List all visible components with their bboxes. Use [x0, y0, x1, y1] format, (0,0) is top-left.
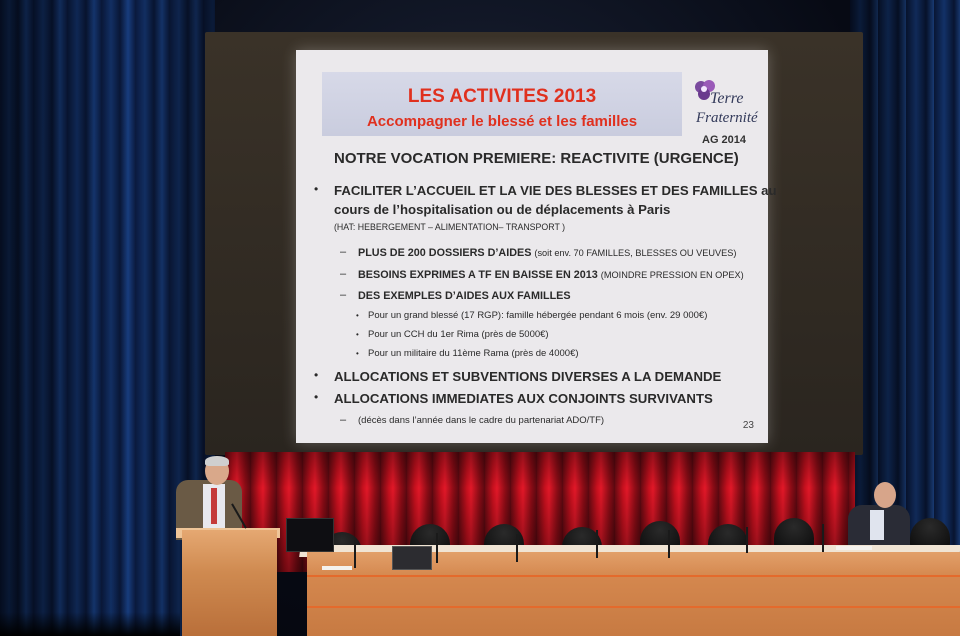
logo-text-fraternite: Fraternité: [696, 110, 758, 126]
podium: [182, 530, 277, 636]
microphone: [668, 530, 670, 558]
sub2: [358, 269, 744, 281]
microphone: [822, 524, 824, 552]
dot-icon: •: [356, 330, 359, 339]
microphone: [746, 527, 748, 553]
bullet2: ALLOCATIONS ET SUBVENTIONS DIVERSES A LA DEMANDE: [334, 369, 722, 384]
speaker-hair: [205, 456, 229, 466]
bullet-icon: •: [314, 390, 319, 404]
blue-curtain-right: [850, 0, 960, 560]
dot-icon: •: [356, 311, 359, 320]
example-item: Pour un grand blessé (17 RGP): famille hébergée pendant 6 mois (env. 29 000€): [368, 310, 708, 321]
slide-subtitle: Accompagner le blessé et les familles: [366, 113, 638, 130]
dash-icon: –: [340, 246, 347, 258]
speaker-tie: [211, 488, 217, 524]
paper: [322, 566, 352, 570]
table-stripe: [307, 606, 960, 608]
logo-text-terre: Terre: [710, 90, 744, 107]
dash-icon: –: [340, 414, 347, 426]
seated-man-head: [874, 482, 896, 508]
table-stripe: [307, 575, 960, 577]
slide-page-number: 23: [742, 420, 754, 431]
sub1-detail: (soit env. 70 FAMILLES, BLESSES OU VEUVES): [534, 248, 737, 258]
terre-fraternite-logo: [686, 78, 762, 154]
projected-slide: [296, 50, 777, 443]
sub4: (décès dans l’année dans le cadre du partenariat ADO/TF): [358, 415, 605, 426]
laptop: [392, 546, 432, 570]
microphone: [596, 530, 598, 558]
example-item: Pour un militaire du 11ème Rama (près de 4000€): [368, 348, 579, 359]
slide-title: LES ACTIVITES 2013: [407, 86, 597, 107]
sub2-detail: (MOINDRE PRESSION EN OPEX): [600, 270, 744, 280]
bullet1-line2: cours de l’hospitalisation ou de déplacements à Paris: [334, 202, 671, 217]
bullet-icon: •: [314, 182, 319, 196]
example-item: Pour un CCH du 1er Rima (près de 5000€): [368, 329, 549, 340]
paper: [836, 546, 872, 550]
slide-heading: NOTRE VOCATION PREMIERE: REACTIVITE (URGENCE): [334, 150, 739, 167]
sub1-main: PLUS DE 200 DOSSIERS D’AIDES: [358, 247, 532, 259]
dash-icon: –: [340, 268, 347, 280]
bullet-icon: •: [314, 368, 319, 382]
dash-icon: –: [340, 289, 347, 301]
microphone: [354, 540, 356, 568]
microphone: [516, 534, 518, 562]
monitor: [286, 518, 334, 552]
bullet3: ALLOCATIONS IMMEDIATES AUX CONJOINTS SURVIVANTS: [334, 391, 713, 406]
bullet1-note: (HAT: HEBERGEMENT – ALIMENTATION– TRANSPORT ): [334, 222, 566, 232]
dot-icon: •: [356, 349, 359, 358]
microphone: [436, 533, 438, 563]
sub1: [358, 247, 736, 259]
slide-title-box: [322, 72, 682, 136]
bullet1-line1: FACILITER L’ACCUEIL ET LA VIE DES BLESSES ET DES FAMILLES au: [334, 183, 777, 198]
sub3-main: DES EXEMPLES D’AIDES AUX FAMILLES: [358, 290, 571, 302]
floor-shadow: [0, 612, 180, 636]
sub2-main: BESOINS EXPRIMES A TF EN BAISSE EN 2013: [358, 269, 598, 281]
logo-event: AG 2014: [702, 134, 747, 146]
seated-man-shirt: [870, 510, 884, 540]
